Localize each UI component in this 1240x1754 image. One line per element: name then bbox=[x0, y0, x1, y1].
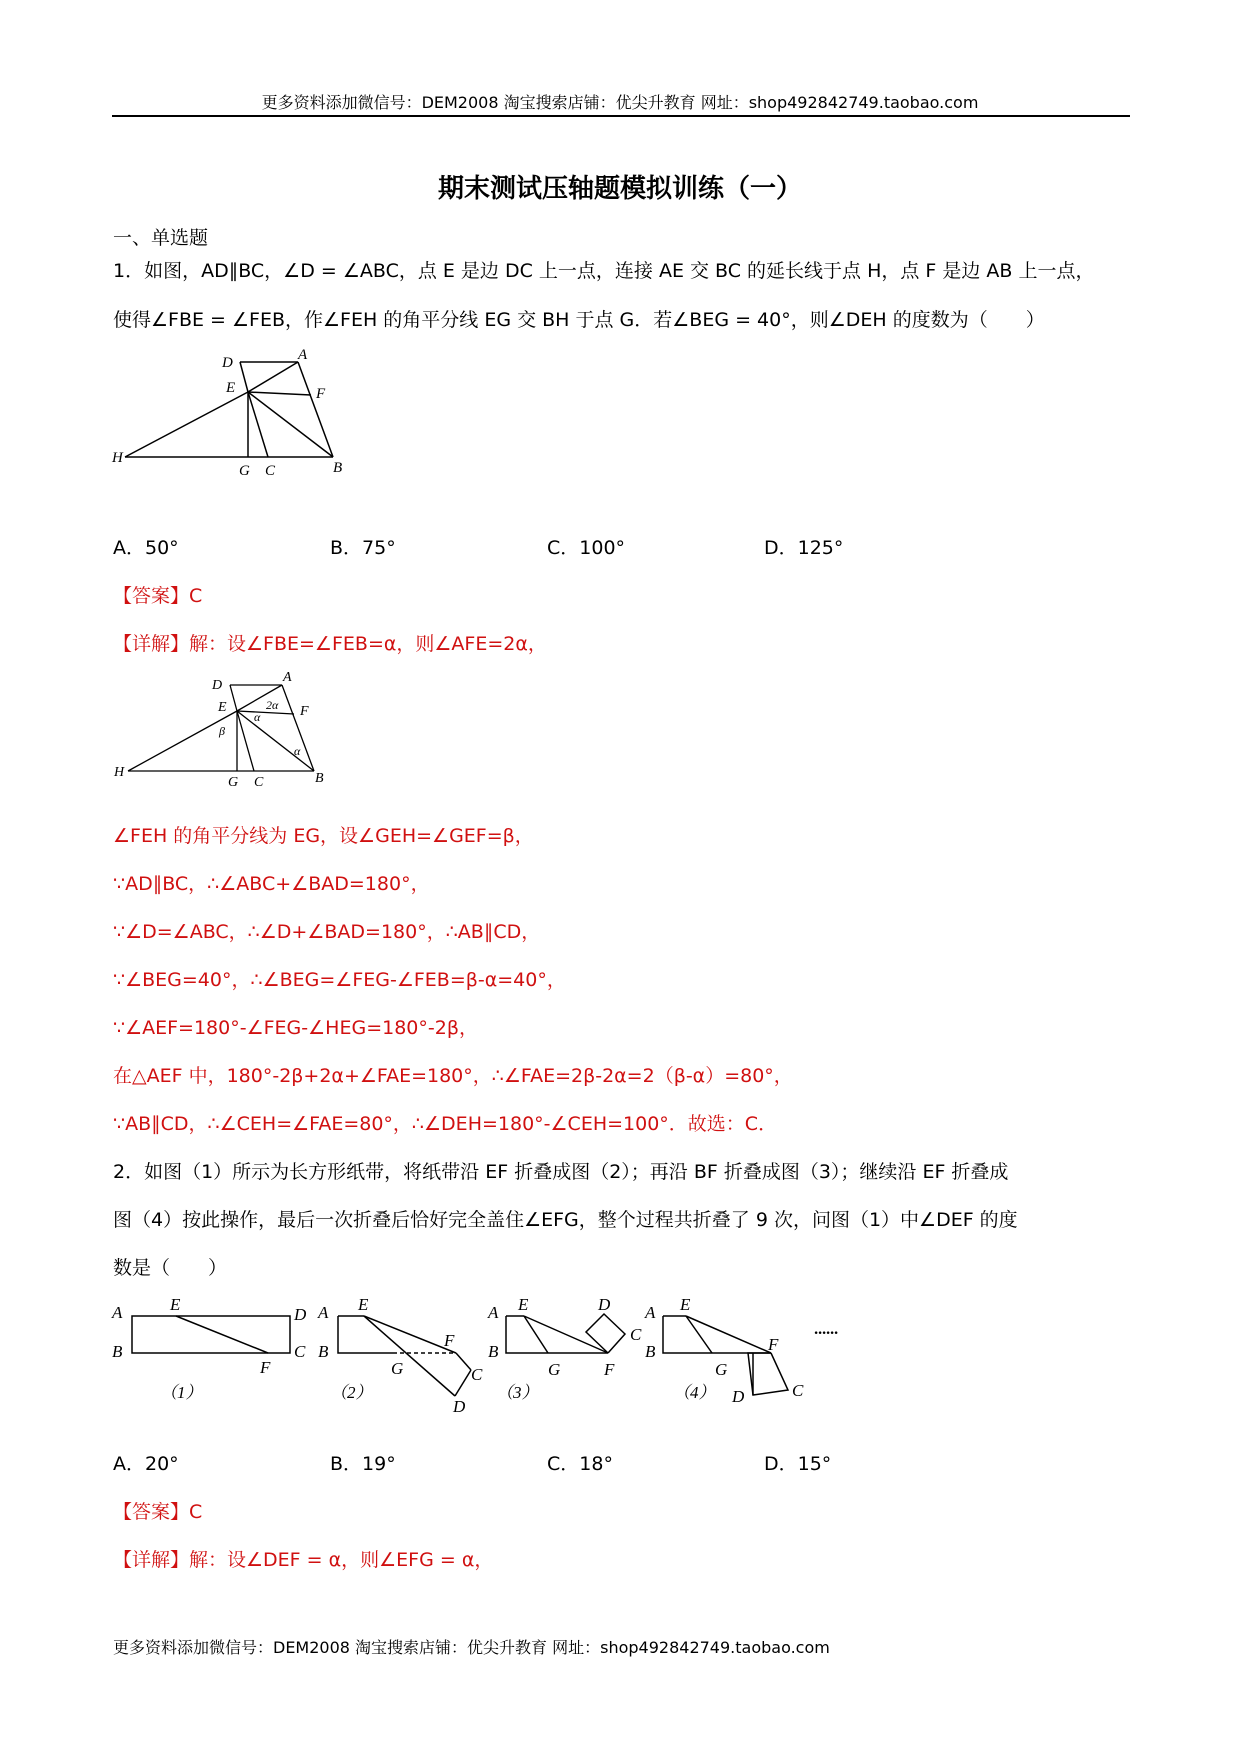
q2f3-label-A: A bbox=[488, 1303, 499, 1322]
q1-detail-first bbox=[113, 629, 547, 656]
section-heading: 一、单选题 bbox=[113, 227, 209, 249]
q2f3-label-B: B bbox=[488, 1342, 499, 1361]
q2-detail-text: 解：设∠DEF = α，则∠EFG = α， bbox=[189, 1549, 494, 1571]
q2f3-label-C: C bbox=[630, 1325, 642, 1344]
q1-option-c[interactable]: C．100° bbox=[547, 537, 626, 559]
q2f4-label-D: D bbox=[732, 1387, 745, 1406]
q2f4-label-E: E bbox=[680, 1295, 691, 1314]
q2f2-label-B: B bbox=[318, 1342, 329, 1361]
header-rule bbox=[112, 115, 1130, 117]
page-header: 更多资料添加微信号：DEM2008 淘宝搜索店铺：优尖升教育 网址：shop492842749.taobao.com bbox=[261, 93, 979, 112]
q2f2-label-E: E bbox=[358, 1295, 369, 1314]
q1s-label-H: H bbox=[114, 765, 125, 780]
q2f1-label-D: D bbox=[294, 1305, 307, 1324]
q1s-label-2alpha: 2α bbox=[266, 698, 279, 712]
q1-fig-label-C: C bbox=[265, 463, 276, 477]
q1-fig-label-D: D bbox=[222, 355, 233, 371]
q2f2-label-G: G bbox=[391, 1359, 404, 1378]
q1-figure bbox=[108, 342, 358, 477]
q2f4-label-A: A bbox=[645, 1303, 656, 1322]
q1s-label-A: A bbox=[283, 670, 292, 685]
q2-option-d[interactable]: D．15° bbox=[764, 1453, 832, 1475]
q1s-label-beta: β bbox=[219, 724, 225, 738]
q1-fig-label-E: E bbox=[226, 380, 236, 396]
q1-option-a[interactable]: A．50° bbox=[113, 537, 179, 559]
q2f3-label-F: F bbox=[604, 1360, 615, 1379]
q2f4-label-C: C bbox=[792, 1381, 804, 1400]
page-footer: 更多资料添加微信号：DEM2008 淘宝搜索店铺：优尖升教育 网址：shop492842749.taobao.com bbox=[113, 1638, 830, 1657]
q2f4-label-B: B bbox=[645, 1342, 656, 1361]
page-title: 期末测试压轴题模拟训练（一） bbox=[437, 174, 802, 204]
q2-caption-1: （1） bbox=[160, 1383, 203, 1402]
q2f4-label-F: F bbox=[768, 1335, 779, 1354]
q2f2-label-D: D bbox=[453, 1397, 466, 1416]
q1-fig-label-G: G bbox=[239, 463, 250, 477]
q2-caption-4: （4） bbox=[673, 1383, 716, 1402]
q1-fig-label-A: A bbox=[298, 347, 308, 363]
q1-step-5: ∵∠AEF=180°-∠FEG-∠HEG=180°-2β， bbox=[113, 1017, 478, 1039]
q1-solution-figure bbox=[108, 665, 338, 795]
q1-fig-label-F: F bbox=[316, 386, 326, 402]
q2-option-a[interactable]: A．20° bbox=[113, 1453, 179, 1475]
q1-fig-label-B: B bbox=[333, 460, 343, 476]
q1-fig-label-H: H bbox=[112, 450, 123, 466]
q2f1-label-B: B bbox=[112, 1342, 123, 1361]
q1-option-d[interactable]: D．125° bbox=[764, 537, 844, 559]
q2f3-label-D: D bbox=[598, 1295, 611, 1314]
q1s-label-D: D bbox=[212, 678, 223, 693]
q1s-label-alpha2: α bbox=[294, 744, 301, 758]
q2-caption-3: （3） bbox=[496, 1383, 539, 1402]
q2f2-label-C: C bbox=[471, 1365, 483, 1384]
q1-step-3: ∵∠D=∠ABC，∴∠D+∠BAD=180°，∴AB∥CD， bbox=[113, 921, 541, 943]
q1s-label-B: B bbox=[315, 771, 324, 786]
q2f2-label-A: A bbox=[318, 1303, 329, 1322]
q1-option-b[interactable]: B．75° bbox=[330, 537, 396, 559]
q2-stem-line1: 2．如图（1）所示为长方形纸带，将纸带沿 EF 折叠成图（2）；再沿 BF 折叠成图（3）；继续沿 EF 折叠成 bbox=[113, 1161, 1009, 1183]
q2f3-label-E: E bbox=[518, 1295, 529, 1314]
q2f1-label-F: F bbox=[260, 1358, 271, 1377]
q1-detail-label: 【详解】 bbox=[113, 633, 190, 655]
q1-step-6: 在△AEF 中，180°-2β+2α+∠FAE=180°，∴∠FAE=2β-2α=2（β-α）=80°， bbox=[113, 1065, 793, 1087]
q1-step-1: ∠FEH 的角平分线为 EG，设∠GEH=∠GEF=β， bbox=[113, 825, 534, 847]
q2-answer: 【答案】C bbox=[113, 1501, 203, 1523]
q1s-label-E: E bbox=[218, 700, 227, 715]
q2-figures bbox=[108, 1290, 878, 1425]
q2-stem-line2: 图（4）按此操作，最后一次折叠后恰好完全盖住∠EFG，整个过程共折叠了 9 次，问图（1）中∠DEF 的度 bbox=[113, 1209, 1018, 1231]
q1-stem-line2: 使得∠FBE = ∠FEB，作∠FEH 的角平分线 EG 交 BH 于点 G．若∠BEG = 40°，则∠DEH 的度数为（ ） bbox=[113, 309, 1045, 331]
q1-stem-line1: 1．如图，AD∥BC，∠D = ∠ABC，点 E 是边 DC 上一点，连接 AE 交 BC 的延长线于点 H，点 F 是边 AB 上一点， bbox=[113, 260, 1095, 282]
q1-step-7: ∵AB∥CD，∴∠CEH=∠FAE=80°，∴∠DEH=180°-∠CEH=100°．故选：C． bbox=[113, 1113, 778, 1135]
q1-step-4: ∵∠BEG=40°，∴∠BEG=∠FEG-∠FEB=β-α=40°， bbox=[113, 969, 566, 991]
q2f1-label-C: C bbox=[294, 1342, 306, 1361]
q1-step-2: ∵AD∥BC，∴∠ABC+∠BAD=180°， bbox=[113, 873, 430, 895]
q1s-label-alpha: α bbox=[254, 710, 261, 724]
q2-stem-line3: 数是（ ） bbox=[113, 1257, 228, 1279]
q1-answer: 【答案】C bbox=[113, 585, 203, 607]
q1s-label-F: F bbox=[300, 704, 309, 719]
q2-option-b[interactable]: B．19° bbox=[330, 1453, 396, 1475]
q2f1-label-A: A bbox=[112, 1303, 123, 1322]
q2-ellipsis: ······ bbox=[814, 1325, 838, 1342]
q1-detail-text: 解：设∠FBE=∠FEB=α，则∠AFE=2α， bbox=[189, 633, 547, 655]
q1s-label-C: C bbox=[254, 775, 264, 790]
q2f3-label-G: G bbox=[548, 1360, 561, 1379]
q2f2-label-F: F bbox=[444, 1331, 455, 1350]
q2-detail-label: 【详解】 bbox=[113, 1549, 190, 1571]
q2-detail-first bbox=[113, 1545, 493, 1572]
q2f1-label-E: E bbox=[170, 1295, 181, 1314]
q2f4-label-G: G bbox=[715, 1360, 728, 1379]
q2-option-c[interactable]: C．18° bbox=[547, 1453, 613, 1475]
q1s-label-G: G bbox=[228, 775, 239, 790]
q2-caption-2: （2） bbox=[330, 1383, 373, 1402]
